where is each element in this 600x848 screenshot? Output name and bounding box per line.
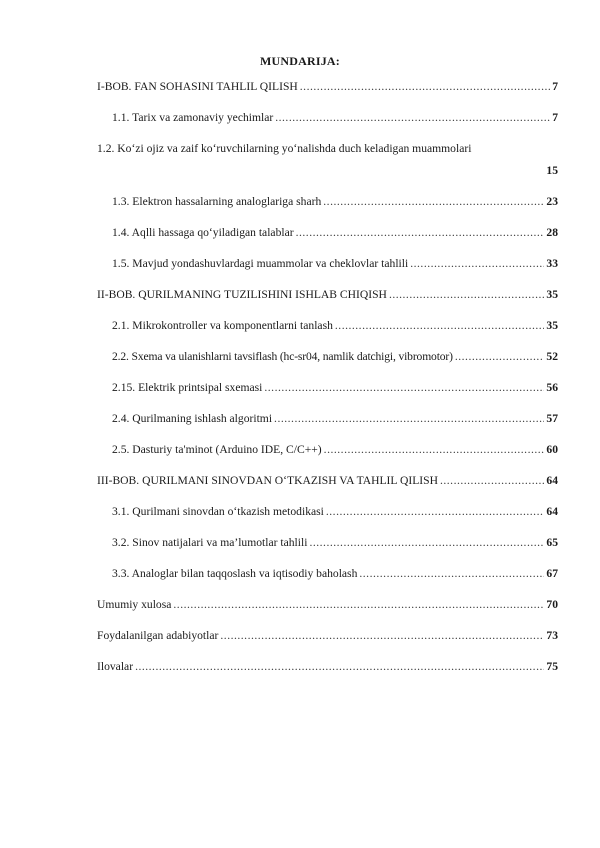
- toc-entry-3-2: [97, 536, 558, 558]
- dot-leader: [326, 505, 545, 518]
- toc-entry-text: 1.2. Ko‘zi ojiz va zaif ko‘ruvchilarning yo‘nalishda duch keladigan muammolari: [97, 142, 472, 155]
- toc-entry-page: 64: [546, 505, 558, 518]
- toc-entry-chapter-3: [97, 474, 558, 496]
- dot-leader: [220, 629, 544, 642]
- toc-entry-chapter-2: [97, 288, 558, 310]
- toc-entry-continuation: [97, 164, 558, 186]
- toc-entry-page: 64: [546, 474, 558, 487]
- toc-entry-2-1: [97, 319, 558, 341]
- page-title: MUNDARIJA:: [260, 54, 340, 68]
- toc-entry-page: 65: [546, 536, 558, 549]
- table-of-contents: [97, 80, 558, 691]
- toc-entry-text: 2.4. Qurilmaning ishlash algoritmi: [112, 412, 273, 425]
- toc-entry-page: 15: [546, 164, 558, 177]
- toc-entry-text: 2.2. Sxema va ulanishlarni tavsiflash (hc-sr04, namlik datchigi, vibromotor): [112, 350, 453, 363]
- toc-entry-conclusion: [97, 598, 558, 620]
- toc-entry-2-2: [97, 350, 558, 372]
- dot-leader: [309, 536, 544, 549]
- toc-entry-text: 1.1. Tarix va zamonaviy yechimlar: [112, 111, 274, 124]
- toc-entry-2-4: [97, 412, 558, 434]
- dot-leader: [264, 381, 544, 394]
- toc-entry-text: 2.5. Dasturiy ta'minot (Arduino IDE, C/C++): [112, 443, 322, 456]
- toc-entry-text: 3.3. Analoglar bilan taqqoslash va iqtisodiy baholash: [112, 567, 358, 580]
- dot-leader: [335, 319, 545, 332]
- toc-entry-page: 57: [546, 412, 558, 425]
- toc-entry-text: Umumiy xulosa: [97, 598, 172, 611]
- toc-entry-page: 60: [546, 443, 558, 456]
- toc-entry-page: 28: [546, 226, 558, 239]
- toc-entry-page: 23: [546, 195, 558, 208]
- dot-leader: [274, 412, 544, 425]
- dot-leader: [455, 350, 545, 363]
- toc-entry-3-1: [97, 505, 558, 527]
- toc-entry-1-2: [97, 142, 558, 186]
- toc-entry-text: 1.3. Elektron hassalarning analoglariga sharh: [112, 195, 322, 208]
- toc-entry-page: 67: [546, 567, 558, 580]
- toc-entry-page: 35: [546, 288, 558, 301]
- dot-leader: [323, 195, 544, 208]
- toc-entry-page: 33: [546, 257, 558, 270]
- toc-entry-1-5: [97, 257, 558, 279]
- toc-entry-page: 75: [546, 660, 558, 673]
- toc-entry-references: [97, 629, 558, 651]
- dot-leader: [410, 257, 544, 270]
- toc-entry-page: 35: [546, 319, 558, 332]
- toc-entry-text: 1.5. Mavjud yondashuvlardagi muammolar va cheklovlar tahlili: [112, 257, 409, 270]
- dot-leader: [300, 80, 550, 93]
- toc-entry-page: 70: [546, 598, 558, 611]
- toc-entry-page: 56: [546, 381, 558, 394]
- toc-entry-text: 1.4. Aqlli hassaga qo‘yiladigan talablar: [112, 226, 294, 239]
- toc-entry-text: I-BOB. FAN SOHASINI TAHLIL QILISH: [97, 80, 298, 93]
- toc-entry-1-3: [97, 195, 558, 217]
- toc-entry-text: 3.1. Qurilmani sinovdan o‘tkazish metodikasi: [112, 505, 324, 518]
- dot-leader: [296, 226, 545, 239]
- toc-entry-page: 7: [552, 80, 558, 93]
- toc-entry-text: II-BOB. QURILMANING TUZILISHINI ISHLAB CHIQISH: [97, 288, 387, 301]
- dot-leader: [135, 660, 544, 673]
- dot-leader: [275, 111, 550, 124]
- dot-leader: [440, 474, 544, 487]
- toc-entry-2-15: [97, 381, 558, 403]
- toc-entry-text: III-BOB. QURILMANI SINOVDAN O‘TKAZISH VA TAHLIL QILISH: [97, 474, 438, 487]
- toc-entry-1-1: [97, 111, 558, 133]
- toc-entry-page: 52: [546, 350, 558, 363]
- toc-entry-page: 7: [552, 111, 558, 124]
- toc-entry-text: 3.2. Sinov natijalari va ma’lumotlar tahlili: [112, 536, 308, 549]
- toc-entry-text: 2.1. Mikrokontroller va komponentlarni tanlash: [112, 319, 333, 332]
- toc-entry-page: 73: [546, 629, 558, 642]
- toc-entry-appendices: [97, 660, 558, 682]
- toc-entry-text: Foydalanilgan adabiyotlar: [97, 629, 219, 642]
- toc-entry-1-4: [97, 226, 558, 248]
- toc-entry-text: Ilovalar: [97, 660, 134, 673]
- dot-leader: [359, 567, 544, 580]
- dot-leader: [173, 598, 544, 611]
- toc-entry-chapter-1: [97, 80, 558, 102]
- toc-entry-3-3: [97, 567, 558, 589]
- dot-leader: [389, 288, 544, 301]
- toc-entry-text: 2.15. Elektrik printsipal sxemasi: [112, 381, 263, 394]
- toc-entry-2-5: [97, 443, 558, 465]
- dot-leader: [324, 443, 545, 456]
